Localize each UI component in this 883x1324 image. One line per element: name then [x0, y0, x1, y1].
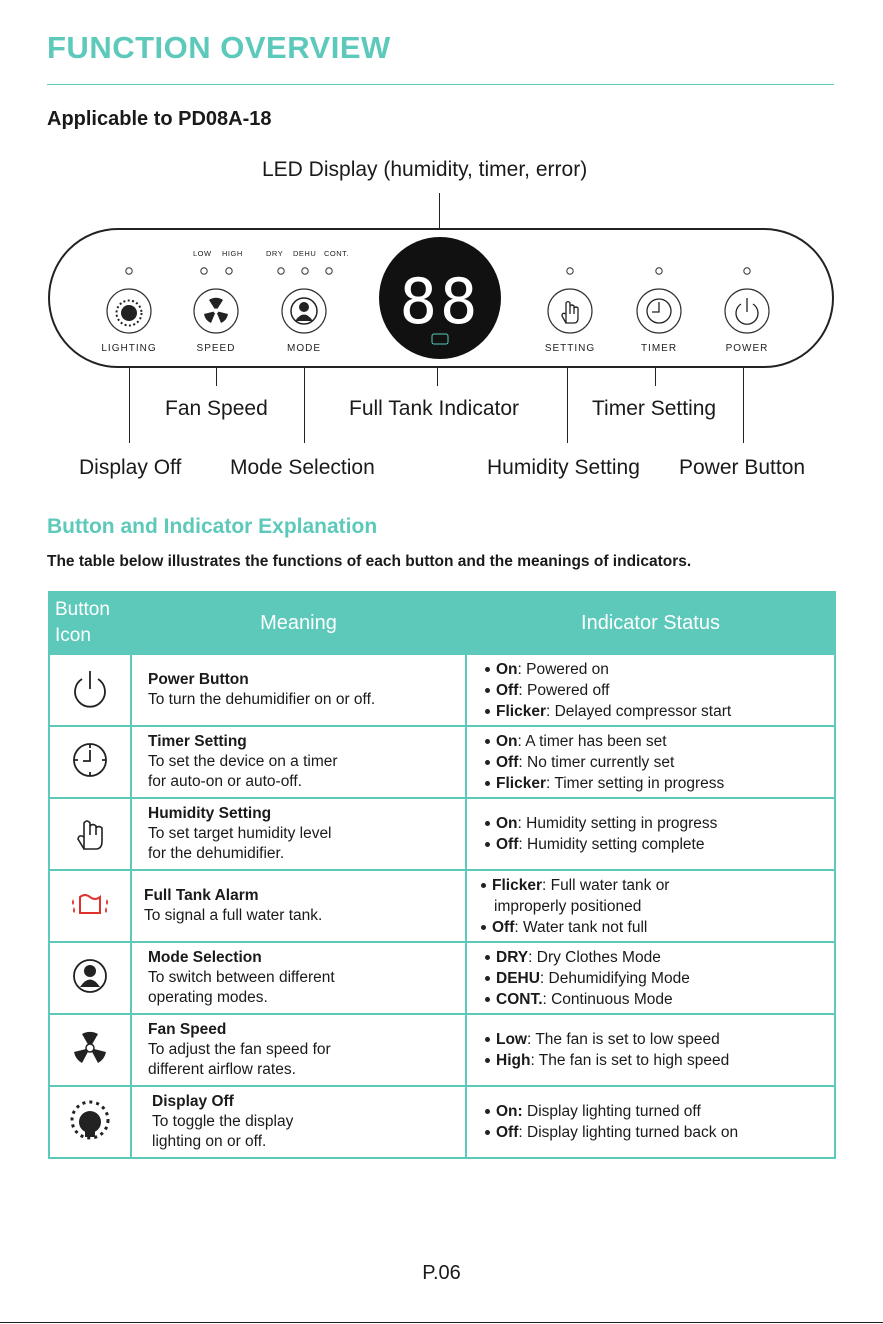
indicator-lighting [126, 268, 132, 274]
section-title: Button and Indicator Explanation [47, 515, 378, 538]
callout-display-off: Display Off [79, 456, 182, 479]
meaning-desc: To set target humidity level [148, 825, 332, 842]
meaning-title: Full Tank Alarm [144, 887, 259, 904]
status-item: Flicker: Timer setting in progress [467, 773, 834, 794]
label-timer: TIMER [640, 343, 678, 354]
status-item: Off: Display lighting turned back on [467, 1122, 834, 1143]
page-title: FUNCTION OVERVIEW [47, 30, 391, 65]
status-item: DRY: Dry Clothes Mode [467, 947, 834, 968]
meaning-title: Mode Selection [148, 949, 262, 966]
light-icon [117, 301, 142, 326]
control-panel-diagram [48, 228, 834, 368]
indicator-power [744, 268, 750, 274]
timer-icon [70, 739, 110, 781]
meaning-desc: for auto-on or auto-off. [148, 773, 302, 790]
indicator-high [226, 268, 232, 274]
table-row [49, 1014, 835, 1086]
meaning-title: Power Button [148, 671, 249, 688]
status-item: Off: Powered off [467, 680, 834, 701]
hand-icon [562, 302, 578, 324]
callout-fan-speed: Fan Speed [165, 397, 268, 420]
meaning-title: Timer Setting [148, 733, 247, 750]
mode-icon [291, 298, 317, 324]
callout-line [437, 368, 438, 386]
meaning-desc: operating modes. [148, 989, 268, 1006]
bottom-divider [0, 1322, 883, 1323]
label-mode: MODE [287, 343, 321, 354]
label-high: HIGH [222, 249, 243, 258]
status-item: On: Display lighting turned off [467, 1101, 834, 1122]
label-dehu: DEHU [293, 249, 317, 258]
intro-text: The table below illustrates the functions of each button and the meanings of indicators. [47, 553, 692, 570]
indicator-dry [278, 268, 284, 274]
table-row [49, 1086, 835, 1158]
callout-line [304, 368, 305, 443]
fan-icon [70, 1028, 110, 1068]
callout-mode-selection: Mode Selection [230, 456, 375, 479]
status-item-continued: improperly positioned [494, 897, 642, 915]
status-item: Flicker: Delayed compressor start [467, 701, 834, 722]
led-digits: 88 [399, 265, 481, 338]
table-row [49, 798, 835, 870]
callout-full-tank-indicator: Full Tank Indicator [349, 397, 520, 420]
indicator-cont [326, 268, 332, 274]
callout-line [439, 193, 440, 229]
callout-led-display: LED Display (humidity, timer, error) [262, 158, 588, 181]
status-item: High: The fan is set to high speed [467, 1050, 834, 1071]
meaning-desc: To set the device on a timer [148, 753, 338, 770]
callout-humidity-setting: Humidity Setting [487, 456, 640, 479]
status-item: Low: The fan is set to low speed [467, 1029, 834, 1050]
meaning-desc: different airflow rates. [148, 1061, 296, 1078]
fan-icon [204, 298, 228, 323]
label-speed: SPEED [196, 343, 236, 354]
indicator-setting [567, 268, 573, 274]
table-row [49, 726, 835, 798]
callout-timer-setting: Timer Setting [592, 397, 717, 420]
meaning-desc: To switch between different [148, 969, 335, 986]
meaning-desc: To signal a full water tank. [144, 907, 323, 924]
header-button-icon: Button Icon [49, 592, 131, 654]
power-icon [736, 298, 758, 324]
callout-power-button: Power Button [679, 456, 806, 479]
meaning-desc: To adjust the fan speed for [148, 1041, 331, 1058]
callout-line [567, 368, 568, 443]
timer-icon [647, 299, 671, 323]
title-divider [47, 84, 834, 85]
meaning-desc: for the dehumidifier. [148, 845, 285, 862]
label-dry: DRY [266, 249, 284, 258]
meaning-desc: To turn the dehumidifier on or off. [148, 691, 376, 708]
meaning-desc: lighting on or off. [152, 1133, 267, 1150]
status-item: On: Humidity setting in progress [467, 813, 834, 834]
meaning-title: Humidity Setting [148, 805, 272, 822]
meaning-desc: To toggle the display [152, 1113, 294, 1130]
indicator-dehu [302, 268, 308, 274]
status-item: DEHU: Dehumidifying Mode [467, 968, 834, 989]
label-power: POWER [725, 343, 769, 354]
status-item: Off: Water tank not full [467, 917, 834, 938]
callout-line [129, 368, 130, 443]
table-row [49, 942, 835, 1014]
indicator-low [201, 268, 207, 274]
status-item: CONT.: Continuous Mode [467, 989, 834, 1010]
label-setting: SETTING [544, 343, 596, 354]
status-item: Off: Humidity setting complete [467, 834, 834, 855]
light-icon [68, 1098, 112, 1142]
indicator-timer [656, 268, 662, 274]
power-icon [70, 667, 110, 709]
table-row [49, 654, 835, 726]
table-row [49, 870, 835, 942]
callout-line [743, 368, 744, 443]
callout-line [216, 368, 217, 386]
label-low: LOW [193, 249, 212, 258]
model-heading: Applicable to PD08A-18 [47, 108, 272, 130]
mode-icon [70, 956, 110, 996]
meaning-title: Fan Speed [148, 1021, 227, 1038]
status-item: Off: No timer currently set [467, 752, 834, 773]
full-tank-icon [68, 889, 112, 919]
callout-line [655, 368, 656, 386]
status-item: Flicker: Full water tank or [467, 875, 834, 896]
label-lighting: LIGHTING [101, 343, 157, 354]
status-item: On: Powered on [467, 659, 834, 680]
function-table [48, 591, 836, 1159]
status-item: On: A timer has been set [467, 731, 834, 752]
page-number: P.06 [422, 1262, 461, 1284]
meaning-title: Display Off [152, 1093, 234, 1110]
header-meaning: Meaning [131, 592, 466, 654]
header-indicator-status: Indicator Status [466, 592, 835, 654]
label-cont: CONT. [324, 249, 349, 258]
hand-icon [70, 811, 110, 853]
